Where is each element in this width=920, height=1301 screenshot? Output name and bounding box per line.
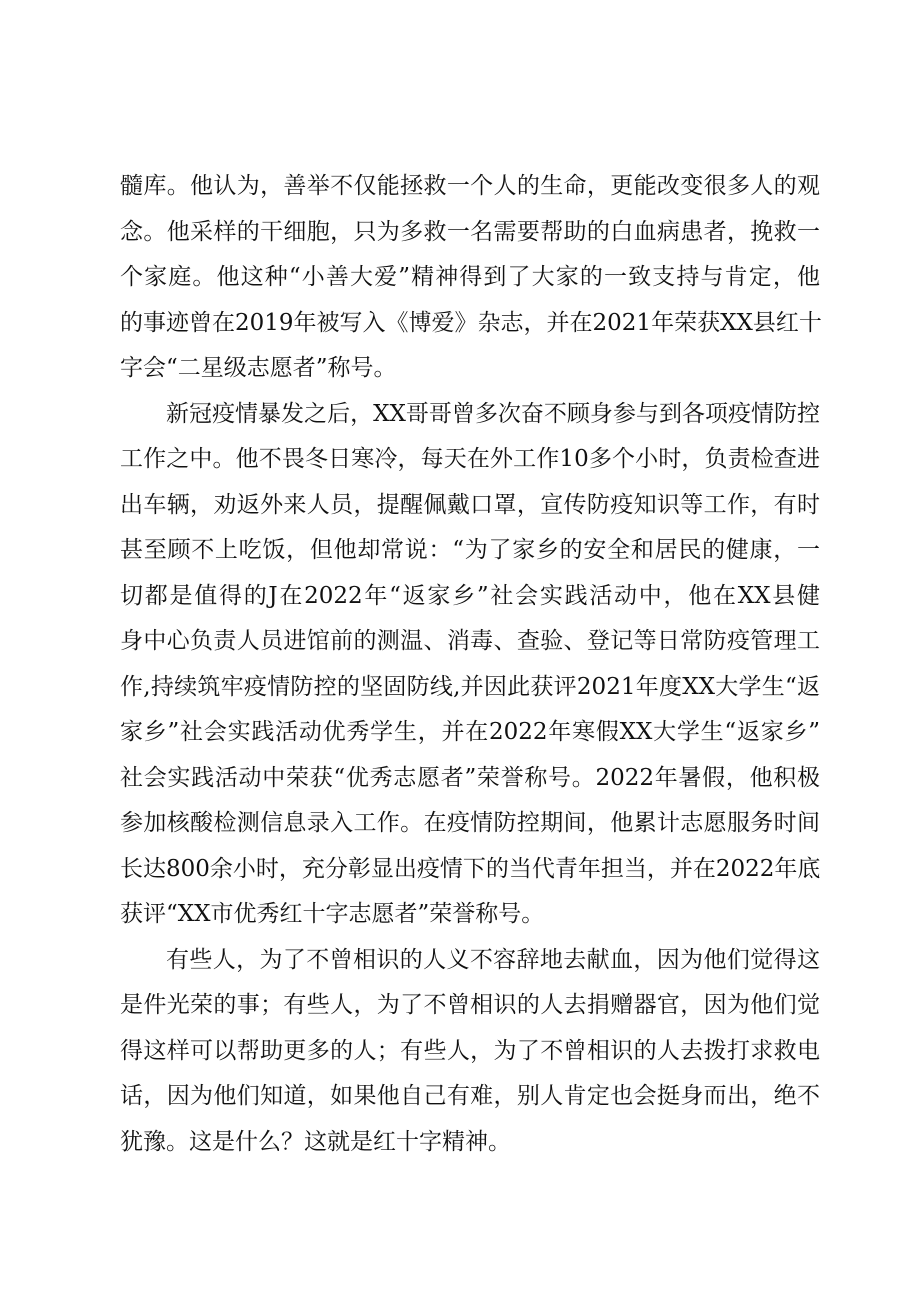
paragraph xyxy=(120,938,820,1166)
text-line: 参加核酸检测信息录入工作。在疫情防控期间，他累计志愿服务时间 xyxy=(120,810,820,836)
text-line: 甚至顾不上吃饭，但他却常说：“为了家乡的安全和居民的健康，一 xyxy=(120,537,820,563)
text-line: 得这样可以帮助更多的人；有些人，为了不曾相识的人去拨打求救电 xyxy=(120,1037,820,1064)
text-line: 有些人，为了不曾相识的人义不容辞地去献血，因为他们觉得这 xyxy=(166,946,820,973)
text-line: 的事迹曾在2019年被写入《博爱》杂志，并在2021年荣获XX县红十 xyxy=(120,309,822,336)
text-line: 作,持续筑牢疫情防控的坚固防线,并因此获评2021年度XX大学生“返 xyxy=(120,673,820,700)
text-line: 身中心负责人员进馆前的测温、消毒、查验、登记等日常防疫管理工 xyxy=(120,628,820,654)
text-line: 家乡”社会实践活动优秀学生，并在2022年寒假XX大学生“返家乡” xyxy=(120,719,820,745)
text-line: 字会“二星级志愿者”称号。 xyxy=(120,355,397,381)
paragraph xyxy=(120,392,820,938)
text-line: 工作之中。他不畏冬日寒冷，每天在外工作10多个小时，负责检查进 xyxy=(120,446,820,472)
text-line: 话，因为他们知道，如果他自己有难，别人肯定也会挺身而出，绝不 xyxy=(120,1083,820,1109)
text-line: 犹豫。这是什么？这就是红十字精神。 xyxy=(120,1128,511,1155)
text-line: 念。他采样的干细胞，只为多救一名需要帮助的白血病患者，挽救一 xyxy=(120,218,820,245)
text-line: 是件光荣的事；有些人，为了不曾相识的人去捐赠器官，因为他们觉 xyxy=(120,992,820,1018)
text-line: 出车辆，劝返外来人员，提醒佩戴口罩，宣传防疫知识等工作，有时 xyxy=(120,491,820,518)
text-line: 切都是值得的J在2022年“返家乡”社会实践活动中，他在XX县健 xyxy=(120,582,820,609)
text-line: 新冠疫情暴发之后，XX哥哥曾多次奋不顾身参与到各项疫情防控 xyxy=(166,400,820,427)
text-line: 长达800余小时，充分彰显出疫情下的当代青年担当，并在2022年底 xyxy=(120,855,821,882)
text-line: 社会实践活动中荣获“优秀志愿者”荣誉称号。2022年暑假，他积极 xyxy=(120,764,820,791)
paragraph xyxy=(120,164,820,392)
body-text xyxy=(120,164,820,1165)
text-line: 个家庭。他这种“小善大爱”精神得到了大家的一致支持与肯定，他 xyxy=(120,264,820,290)
text-line: 髓库。他认为，善举不仅能拯救一个人的生命，更能改变很多人的观 xyxy=(120,173,820,199)
text-line: 获评“XX市优秀红十字志愿者”荣誉称号。 xyxy=(120,901,545,927)
